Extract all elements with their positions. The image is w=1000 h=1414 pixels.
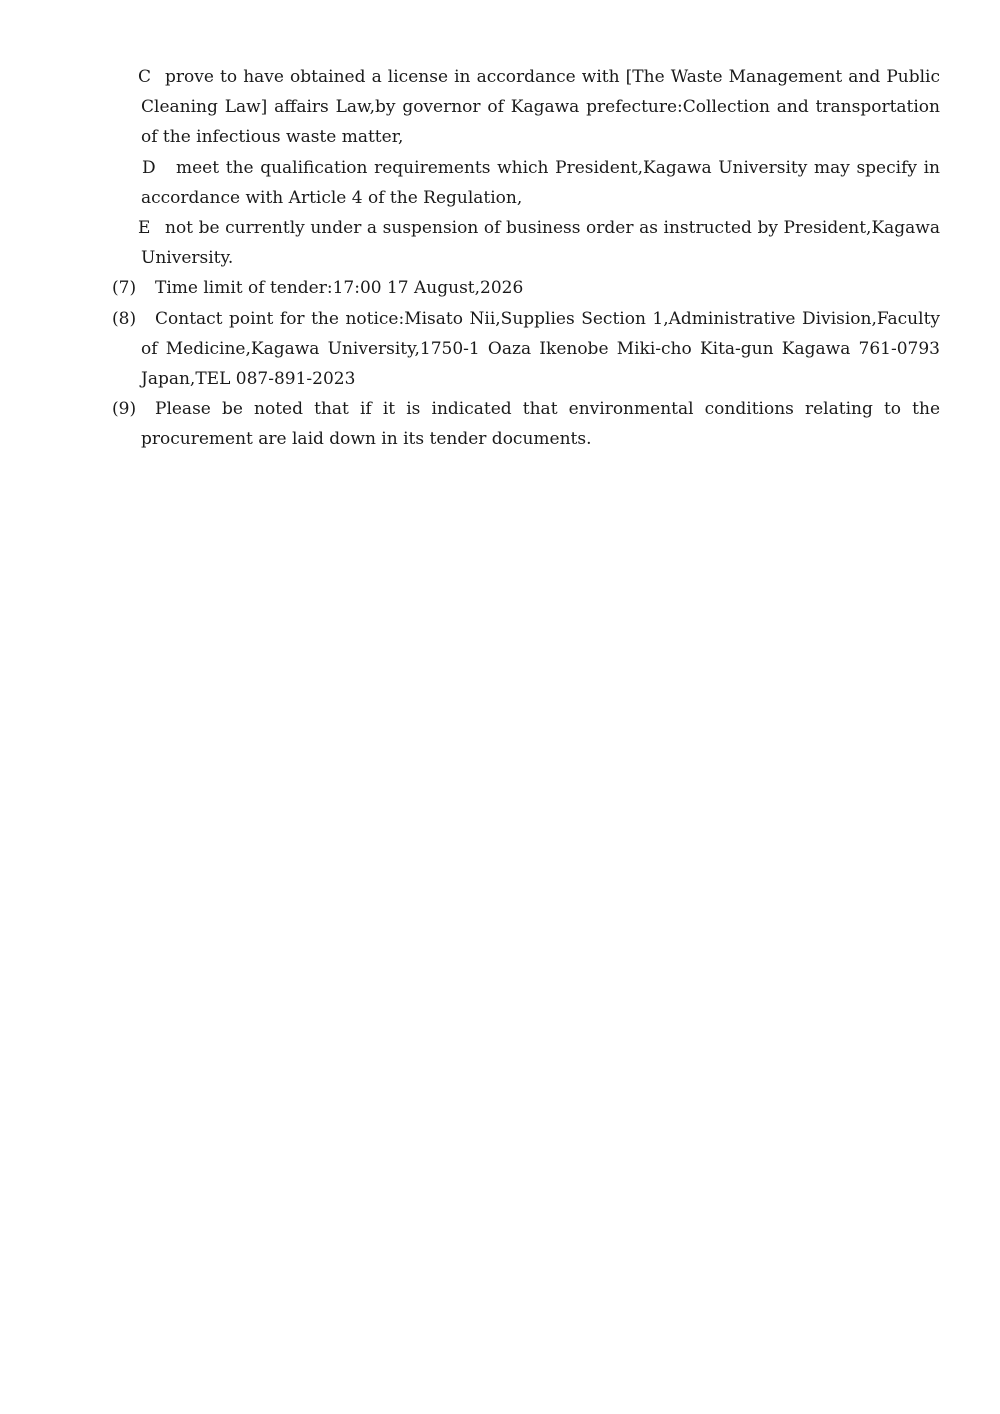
item-text: Please be noted that if it is indicated that environmental conditions relating to the procurement are laid down in its tender documents. [141, 399, 940, 450]
item-marker: (8) [112, 308, 137, 329]
list-item-7 [112, 273, 940, 303]
list-item-9 [112, 394, 940, 454]
list-item-d [112, 153, 940, 213]
document-body [112, 62, 940, 455]
item-marker: E [138, 218, 151, 239]
item-marker: D [142, 157, 156, 178]
item-text: prove to have obtained a license in accordance with [The Waste Management and Public Cleaning Law] affairs Law,by governor of Kagawa prefecture:Collection and transportation of the infectious waste matter, [141, 67, 940, 148]
item-marker: (7) [112, 278, 137, 299]
item-text: meet the qualification requirements which President,Kagawa University may specify in accordance with Article 4 of the Regulation, [141, 157, 940, 208]
item-text: not be currently under a suspension of business order as instructed by President,Kagawa University. [141, 218, 940, 269]
list-item-c [112, 62, 940, 153]
list-item-8 [112, 304, 940, 395]
item-text: Time limit of tender:17:00 17 August,2026 [155, 278, 524, 299]
item-marker: C [138, 67, 152, 87]
list-item-e [112, 213, 940, 273]
item-text: Contact point for the notice:Misato Nii,Supplies Section 1,Administrative Division,Faculty of Medicine,Kagawa University,1750-1 Oaza Ikenobe Miki-cho Kita-gun Kagawa 761-0793 Japan,TEL 087-891-2023 [141, 308, 940, 390]
item-marker: (9) [112, 399, 137, 420]
